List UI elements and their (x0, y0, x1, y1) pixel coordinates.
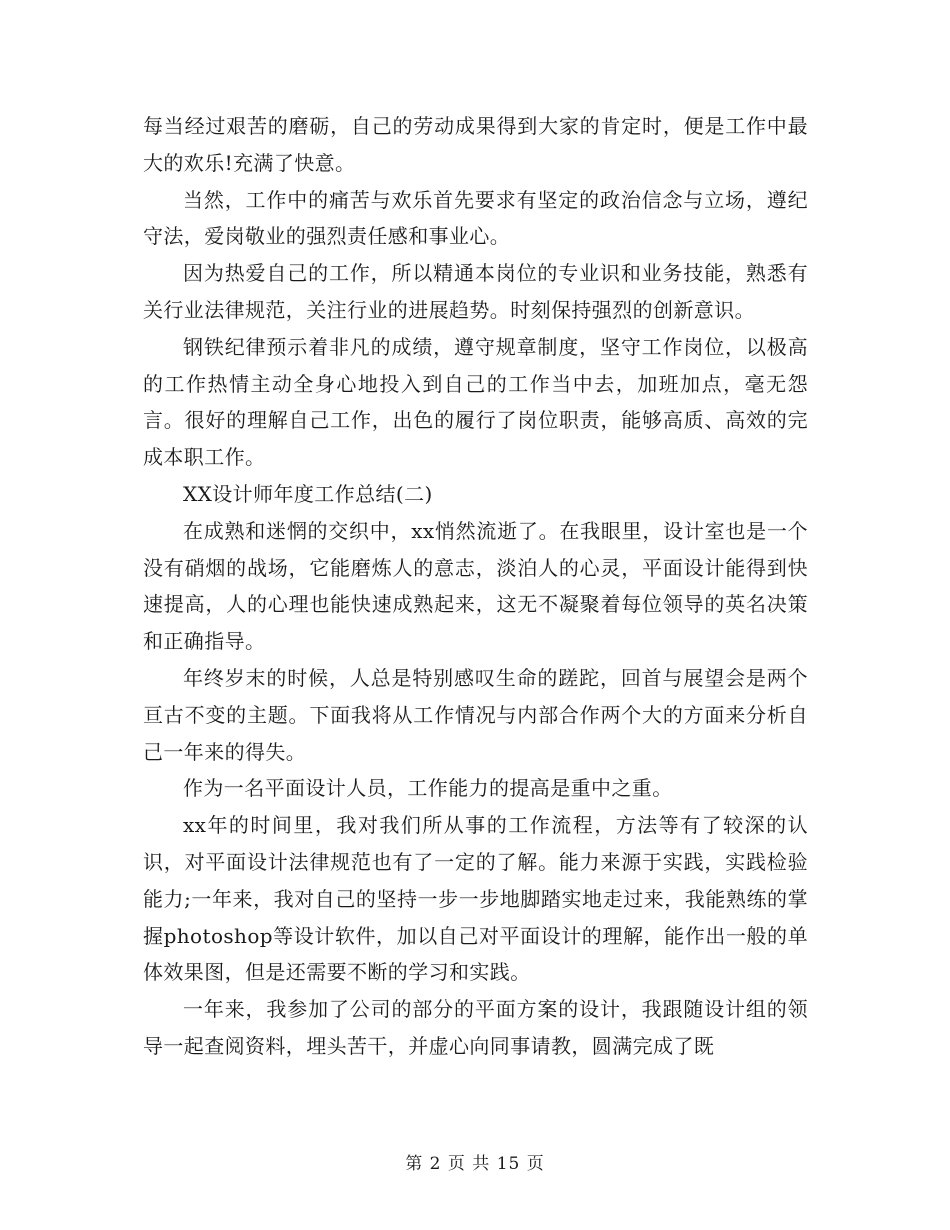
paragraph: 当然，工作中的痛苦与欢乐首先要求有坚定的政治信念与立场，遵纪守法，爱岗敬业的强烈责任感和事业心。 (143, 187, 808, 249)
paragraph: 钢铁纪律预示着非凡的成绩，遵守规章制度，坚守工作岗位，以极高的工作热情主动全身心地投入到自己的工作当中去，加班加点，毫无怨言。很好的理解自己工作，出色的履行了岗位职责，能够高质、高效的完成本职工作。 (143, 334, 808, 470)
paragraph: 因为热爱自己的工作，所以精通本岗位的专业识和业务技能，熟悉有关行业法律规范，关注行业的进展趋势。时刻保持强烈的创新意识。 (143, 261, 808, 322)
document-body (143, 108, 808, 1065)
paragraph: xx年的时间里，我对我们所从事的工作流程，方法等有了较深的认识，对平面设计法律规范也有了一定的了解。能力来源于实践，实践检验能力;一年来，我对自己的坚持一步一步地脚踏实地走过来，我能熟练的掌握photoshop等设计软件，加以自己对平面设计的理解，能作出一般的单体效果图，但是还需要不断的学习和实践。 (143, 813, 808, 985)
page-number-footer: 第 2 页 共 15 页 (405, 1154, 545, 1174)
section-heading: XX设计师年度工作总结(二) (183, 481, 433, 506)
paragraph: 在成熟和迷惘的交织中，xx悄然流逝了。在我眼里，设计室也是一个没有硝烟的战场，它能磨炼人的意志，淡泊人的心灵，平面设计能得到快速提高，人的心理也能快速成熟起来，这无不凝聚着每位领导的英名决策和正确指导。 (143, 518, 808, 654)
paragraph: 一年来，我参加了公司的部分的平面方案的设计，我跟随设计组的领导一起查阅资料，埋头苦干，并虚心向同事请教，圆满完成了既 (143, 997, 808, 1058)
paragraph-continuation: 每当经过艰苦的磨砺，自己的劳动成果得到大家的肯定时，便是工作中最大的欢乐!充满了快意。 (143, 114, 808, 175)
paragraph: 作为一名平面设计人员，工作能力的提高是重中之重。 (183, 776, 673, 801)
paragraph: 年终岁末的时候，人总是特别感叹生命的蹉跎，回首与展望会是两个亘古不变的主题。下面我将从工作情况与内部合作两个大的方面来分析自己一年来的得失。 (143, 665, 808, 764)
